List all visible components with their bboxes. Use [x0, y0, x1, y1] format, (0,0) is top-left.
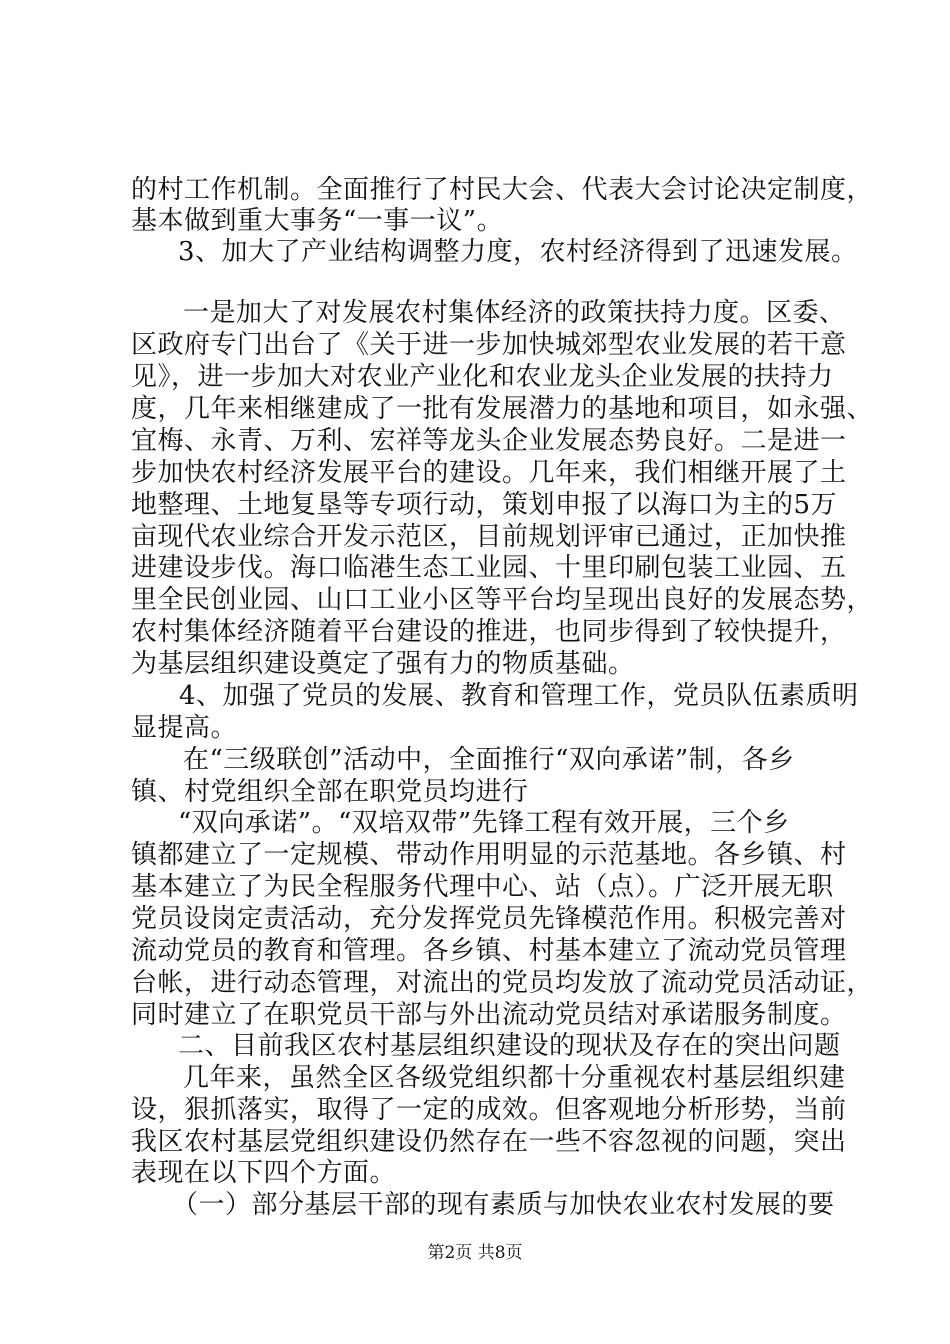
text-line: 流动党员的教育和管理。各乡镇、村基本建立了流动党员管理	[131, 936, 847, 966]
text-line: 3、加大了产业结构调整力度，农村经济得到了迅速发展。	[178, 237, 858, 267]
text-line: 一是加大了对发展农村集体经济的政策扶持力度。区委、	[183, 298, 846, 328]
text-line: 表现在以下四个方面。	[131, 1158, 397, 1188]
text-line: 镇、村党组织全部在职党员均进行	[131, 777, 529, 807]
text-line: 显提高。	[131, 713, 238, 743]
text-line: 度，几年来相继建成了一批有发展潜力的基地和项目，如永强、	[131, 394, 874, 424]
text-line: 进建设步伐。海口临港生态工业园、十里印刷包装工业园、五	[131, 553, 847, 583]
text-line: 宜梅、永青、万利、宏祥等龙头企业发展态势良好。二是进一	[131, 426, 847, 456]
text-line: 基本建立了为民全程服务代理中心、站（点）。广泛开展无职	[131, 872, 834, 902]
text-line: 地整理、土地复垦等专项行动，策划申报了以海口为主的5万	[131, 490, 838, 520]
text-line: 我区农村基层党组织建设仍然存在一些不容忽视的问题，突出	[131, 1127, 847, 1157]
page-number-footer: 第2页 共8页	[427, 1243, 523, 1263]
text-line: 区政府专门出台了《关于进一步加快城郊型农业发展的若干意	[131, 330, 847, 360]
text-line: 的村工作机制。全面推行了村民大会、代表大会讨论决定制度，	[131, 175, 874, 205]
text-line: 党员设岗定责活动，充分发挥党员先锋模范作用。积极完善对	[131, 904, 847, 934]
text-line: 基本做到重大事务“一事一议”。	[131, 206, 504, 236]
text-line: 见》，进一步加大对农业产业化和农业龙头企业发展的扶持力	[131, 362, 834, 392]
text-line: “双向承诺”。“双培双带”先锋工程有效开展，三个乡	[178, 808, 790, 838]
text-line: 几年来，虽然全区各级党组织都十分重视农村基层组织建	[183, 1063, 846, 1093]
text-line: 农村集体经济随着平台建设的推进，也同步得到了较快提升，	[131, 617, 847, 647]
text-line: 台帐，进行动态管理，对流出的党员均发放了流动党员活动证，	[131, 968, 874, 998]
text-line: 在“三级联创”活动中，全面推行“双向承诺”制，各乡	[183, 745, 795, 775]
text-line: 镇都建立了一定规模、带动作用明显的示范基地。各乡镇、村	[131, 840, 847, 870]
section-heading: 二、目前我区农村基层组织建设的现状及存在的突出问题	[178, 1031, 841, 1061]
text-line: 为基层组织建设奠定了强有力的物质基础。	[131, 649, 635, 679]
text-line: 亩现代农业综合开发示范区，目前规划评审已通过，正加快推	[131, 522, 847, 552]
text-line: 同时建立了在职党员干部与外出流动党员结对承诺服务制度。	[131, 1000, 847, 1030]
text-line: 4、加强了党员的发展、教育和管理工作，党员队伍素质明	[179, 681, 859, 711]
text-line: 步加快农村经济发展平台的建设。几年来，我们相继开展了土	[131, 458, 847, 488]
text-line: （一）部分基层干部的现有素质与加快农业农村发展的要	[172, 1190, 835, 1220]
text-line: 设，狠抓落实，取得了一定的成效。但客观地分析形势，当前	[131, 1095, 847, 1125]
text-line: 里全民创业园、山口工业小区等平台均呈现出良好的发展态势，	[131, 585, 874, 615]
